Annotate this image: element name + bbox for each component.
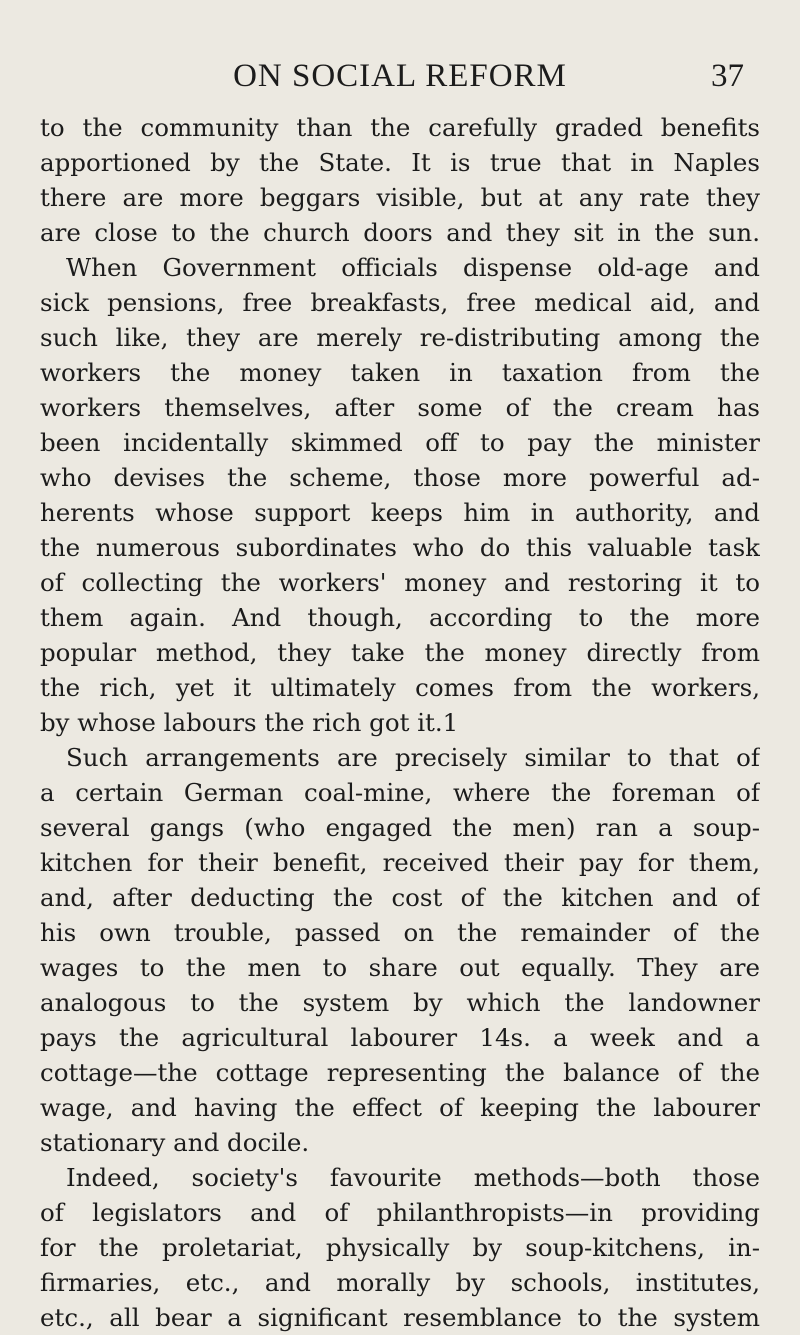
text-line: of collecting the workers' money and restoring it to [40,568,760,597]
text-line: analogous to the system by which the landowner [40,988,760,1017]
text-line: wages to the men to share out equally. They are [40,953,760,982]
text-line: workers themselves, after some of the cream has [40,393,760,422]
text-line: workers the money taken in taxation from the [40,358,760,387]
text-line: are close to the church doors and they sit in the sun. [40,218,760,247]
text-line: of legislators and of philanthropists—in providing [40,1198,760,1227]
text-line: herents whose support keeps him in authority, and [40,498,760,527]
text-line: firmaries, etc., and morally by schools, institutes, [40,1268,760,1297]
text-line: a certain German coal-mine, where the foreman of [40,778,760,807]
text-line: sick pensions, free breakfasts, free medical aid, and [40,288,760,317]
text-line: stationary and docile. [40,1128,310,1157]
text-line: cottage—the cottage representing the balance of the [40,1058,760,1087]
text-line: etc., all bear a significant resemblance to the system [40,1303,760,1332]
text-line: Such arrangements are precisely similar to that of [66,743,760,772]
text-line: there are more beggars visible, but at any rate they [40,183,760,212]
text-line: been incidentally skimmed off to pay the minister [40,428,760,457]
text-line: and, after deducting the cost of the kitchen and of [40,883,760,912]
text-line: for the proletariat, physically by soup-kitchens, in- [40,1233,760,1262]
text-line: to the community than the carefully graded benefits [40,113,760,142]
text-line: popular method, they take the money directly from [40,638,760,667]
text-line: who devises the scheme, those more powerful ad- [40,463,760,492]
text-line: pays the agricultural labourer 14s. a week and a [40,1023,760,1052]
text-line: kitchen for their benefit, received their pay for them, [40,848,760,877]
text-line: such like, they are merely re-distributing among the [40,323,760,352]
text-line: several gangs (who engaged the men) ran a soup- [40,813,760,842]
page-number: 37 [711,58,744,94]
text-line: the numerous subordinates who do this valuable task [40,533,760,562]
text-line: Indeed, society's favourite methods—both those [66,1163,760,1192]
text-line: wage, and having the effect of keeping the labourer [40,1093,760,1122]
text-line: them again. And though, according to the more [40,603,760,632]
text-line: apportioned by the State. It is true that in Naples [40,148,760,177]
body-text [40,110,760,1335]
text-line: When Government officials dispense old-age and [66,253,760,282]
text-line: by whose labours the rich got it.1 [40,708,459,737]
running-head [0,58,800,98]
running-title: ON SOCIAL REFORM [233,58,567,94]
text-line: the rich, yet it ultimately comes from the workers, [40,673,760,702]
text-line: his own trouble, passed on the remainder of the [40,918,760,947]
